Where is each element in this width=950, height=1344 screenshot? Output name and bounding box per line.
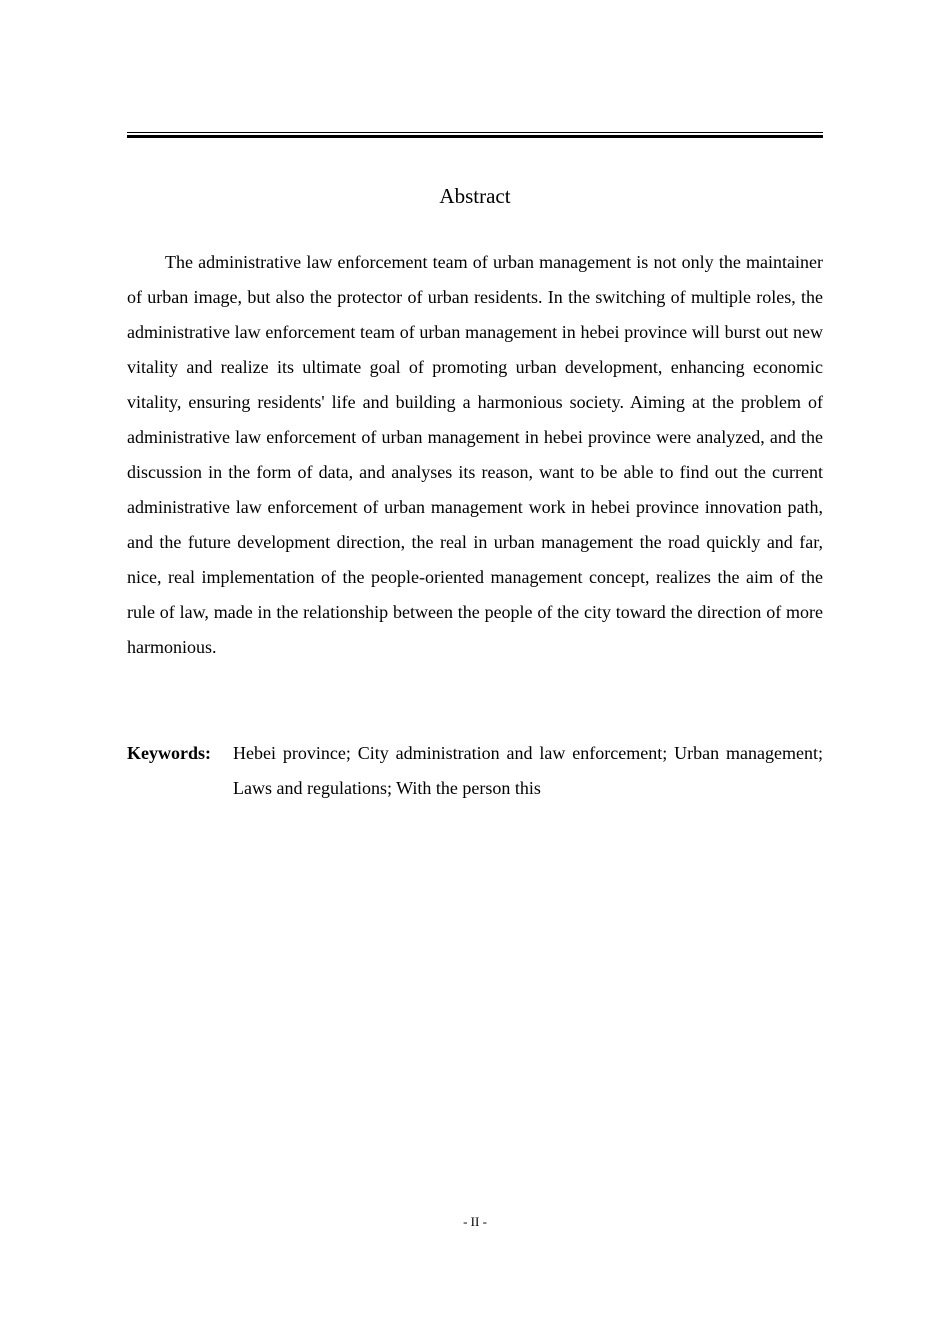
abstract-paragraph: The administrative law enforcement team of urban management is not only the maintainer of urban image, but also the protector of urban residents. In the switching of multiple roles, the administrative law enforcement team of urban management in hebei province will burst out new vitality and realize its ultimate goal of promoting urban development, enhancing economic vitality, ensuring residents' life and building a harmonious society. Aiming at the problem of administrative law enforcement of urban management in hebei province were analyzed, and the discussion in the form of data, and analyses its reason, want to be able to find out the current administrative law enforcement of urban management work in hebei province innovation path, and the future development direction, the real in urban management the road quickly and far, nice, real implementation of the people-oriented management concept, realizes the aim of the rule of law, made in the relationship between the people of the city toward the direction of more harmonious. bbox=[127, 252, 823, 657]
keywords-list: Hebei province; City administration and law enforcement; Urban management; Laws and regulations; With the person this bbox=[233, 743, 823, 798]
keywords-label: Keywords: bbox=[127, 743, 211, 763]
section-title: Abstract bbox=[439, 184, 511, 208]
header-rule-thin bbox=[127, 132, 823, 133]
keywords-block bbox=[127, 736, 823, 806]
header-double-rule bbox=[127, 132, 823, 138]
header-rule-thick bbox=[127, 135, 823, 138]
page-number: - II - bbox=[463, 1214, 487, 1229]
